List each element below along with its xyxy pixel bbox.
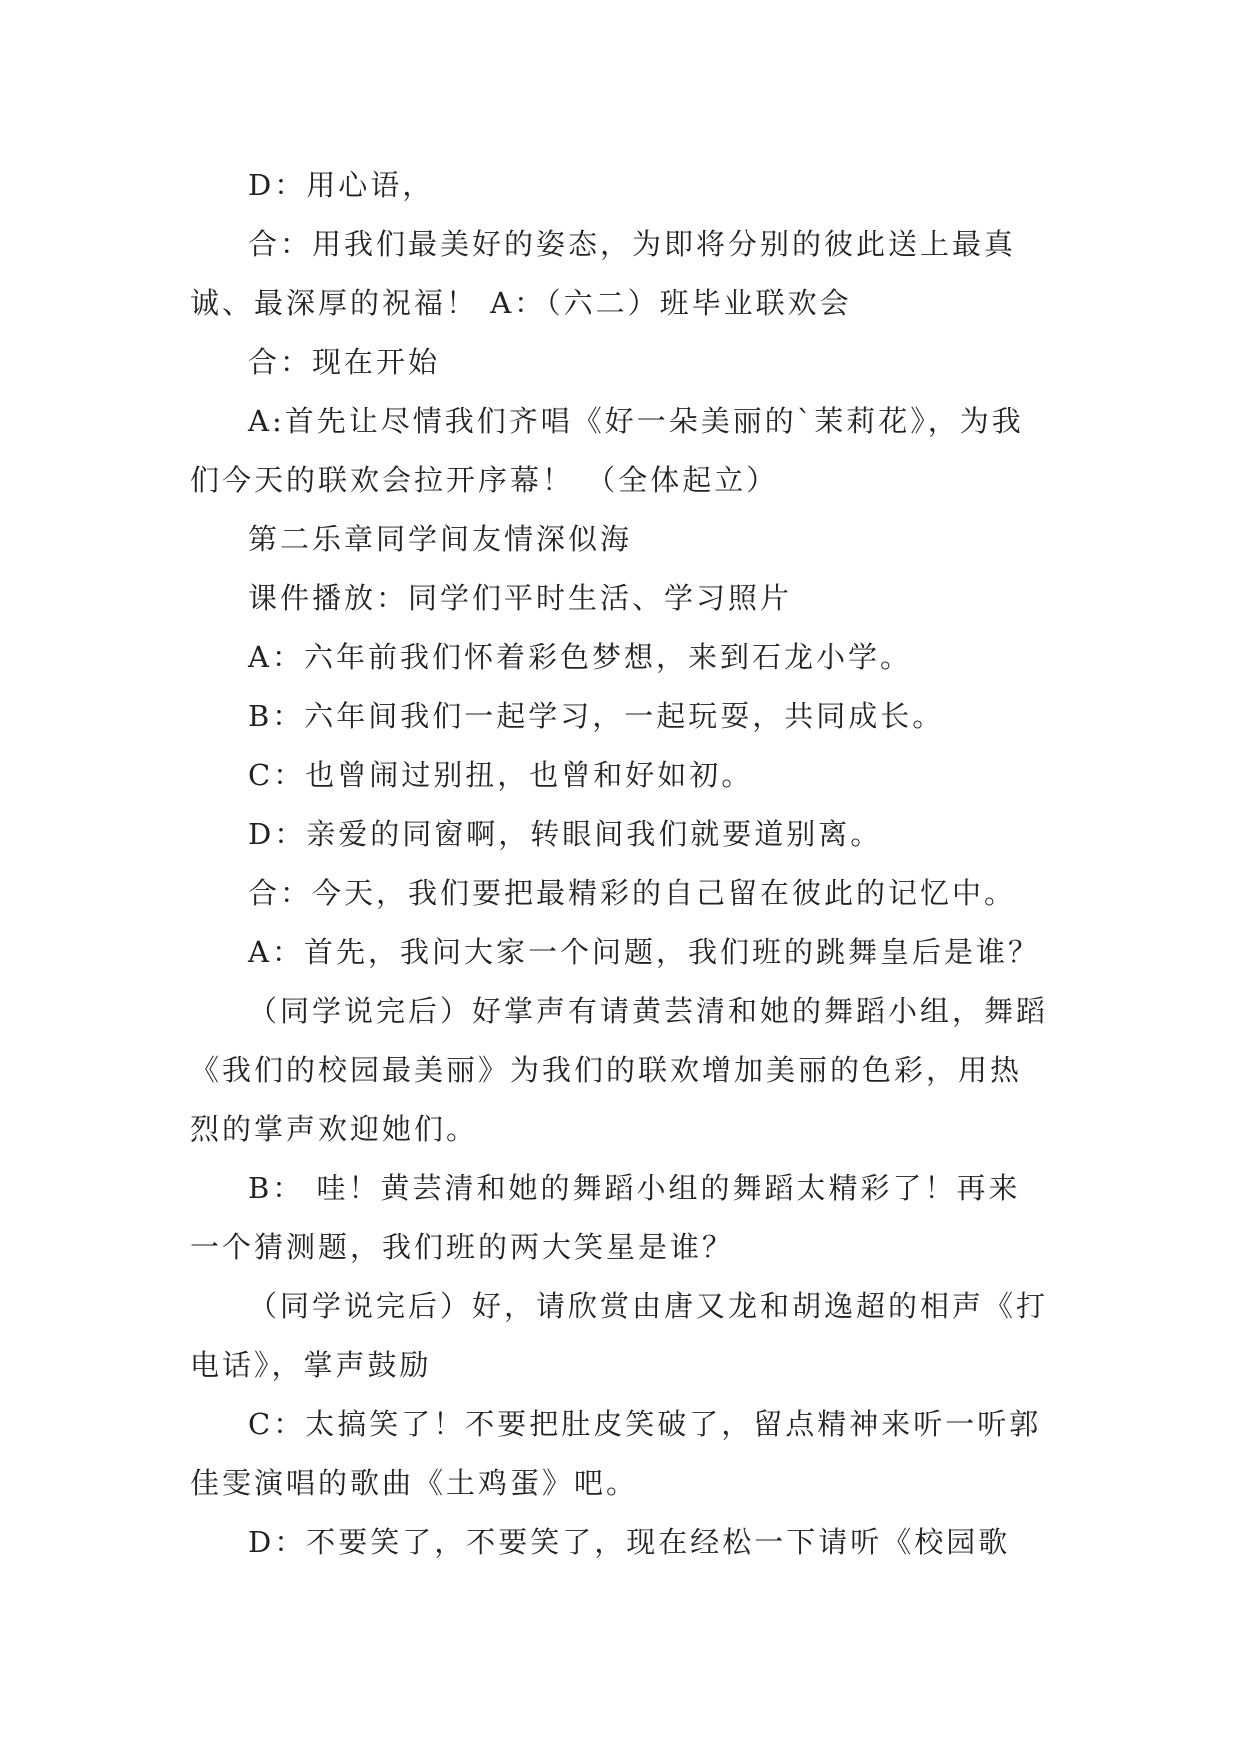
paragraph: C：太搞笑了！不要把肚皮笑破了，留点精神来听一听郭佳雯演唱的歌曲《土鸡蛋》吧。 bbox=[190, 1407, 1042, 1500]
paragraph: 合：用我们最美好的姿态，为即将分别的彼此送上最真诚、最深厚的祝福！ A：（六二）班毕业联欢会 bbox=[190, 227, 1017, 320]
paragraph: A：六年前我们怀着彩色梦想，来到石龙小学。 bbox=[248, 640, 912, 674]
paragraph: A:首先让尽情我们齐唱《好一朵美丽的`茉莉花》，为我们今天的联欢会拉开序幕！ （全体起立） bbox=[190, 404, 1024, 497]
paragraph: （同学说完后）好掌声有请黄芸清和她的舞蹈小组，舞蹈《我们的校园最美丽》为我们的联欢增加美丽的色彩，用热烈的掌声欢迎她们。 bbox=[190, 994, 1049, 1146]
paragraph: 合：现在开始 bbox=[248, 345, 441, 379]
paragraph: D：用心语， bbox=[248, 168, 435, 202]
paragraph: D：亲爱的同窗啊，转眼间我们就要道别离。 bbox=[248, 817, 883, 851]
paragraph: D：不要笑了，不要笑了，现在经松一下请听《校园歌 bbox=[248, 1525, 1011, 1559]
paragraph: A：首先，我问大家一个问题，我们班的跳舞皇后是谁？ bbox=[248, 935, 1040, 969]
document-body bbox=[190, 156, 1050, 1572]
paragraph: B：六年间我们一起学习，一起玩耍，共同成长。 bbox=[248, 699, 945, 733]
paragraph: 课件播放：同学们平时生活、学习照片 bbox=[248, 581, 793, 615]
paragraph: 合：今天，我们要把最精彩的自己留在彼此的记忆中。 bbox=[248, 876, 1017, 910]
paragraph: C：也曾闹过别扭，也曾和好如初。 bbox=[248, 758, 754, 792]
paragraph: 第二乐章同学间友情深似海 bbox=[248, 522, 633, 556]
paragraph: （同学说完后）好，请欣赏由唐又龙和胡逸超的相声《打电话》，掌声鼓励 bbox=[190, 1289, 1049, 1382]
paragraph: B： 哇！黄芸清和她的舞蹈小组的舞蹈太精彩了！再来一个猜测题，我们班的两大笑星是谁？ bbox=[190, 1171, 1021, 1264]
